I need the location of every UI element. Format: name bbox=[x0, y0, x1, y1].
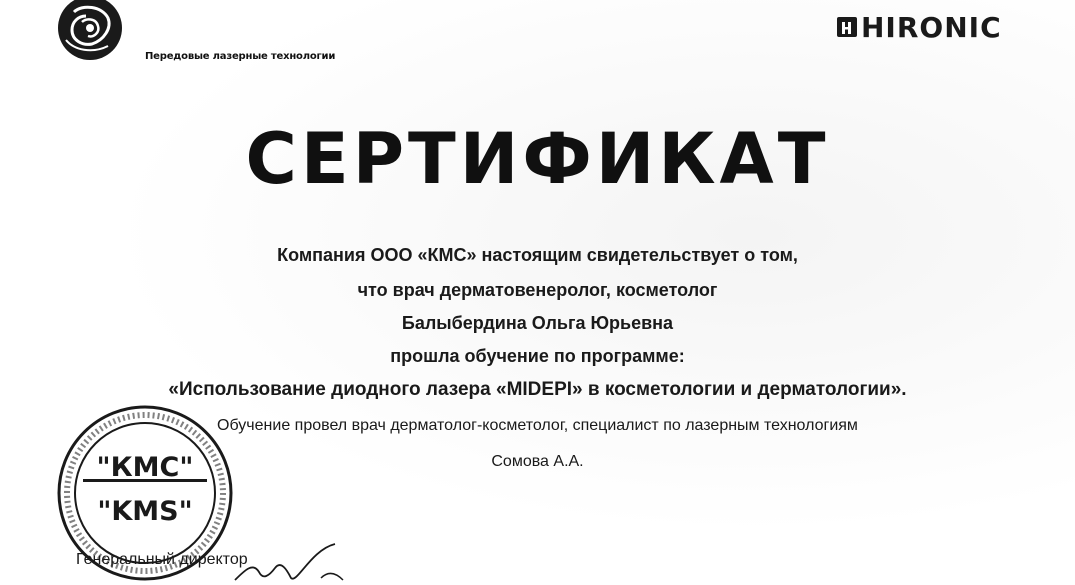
trainer-line: Обучение провел врач дерматолог-косметолог, специалист по лазерным технологиям bbox=[217, 417, 858, 434]
program-title: «Использование диодного лазера «MIDEPI» в косметологии и дерматологии». bbox=[168, 379, 907, 400]
hironic-wordmark: HIRONIC bbox=[861, 10, 1002, 44]
signature-icon bbox=[225, 540, 385, 585]
body-line-1: Компания ООО «КМС» настоящим свидетельствует о том, bbox=[277, 245, 798, 265]
hironic-logo bbox=[837, 10, 1002, 44]
recipient-name: Балыбердина Ольга Юрьевна bbox=[401, 313, 674, 333]
stamp-text-ru: "КМС" bbox=[96, 452, 194, 483]
body-line-2: что врач дерматовенеролог, косметолог bbox=[357, 280, 718, 300]
company-logo-icon bbox=[52, 0, 138, 64]
body-line-4: прошла обучение по программе: bbox=[390, 346, 685, 366]
certificate-title: СЕРТИФИКАТ bbox=[245, 118, 830, 200]
logo-caption: Передовые лазерные технологии bbox=[145, 51, 336, 62]
hironic-mark-icon bbox=[837, 17, 857, 37]
director-label: Генеральный директор bbox=[76, 551, 248, 568]
trainer-name: Сомова А.А. bbox=[491, 453, 584, 470]
stamp-text-en: "KMS" bbox=[97, 496, 193, 527]
